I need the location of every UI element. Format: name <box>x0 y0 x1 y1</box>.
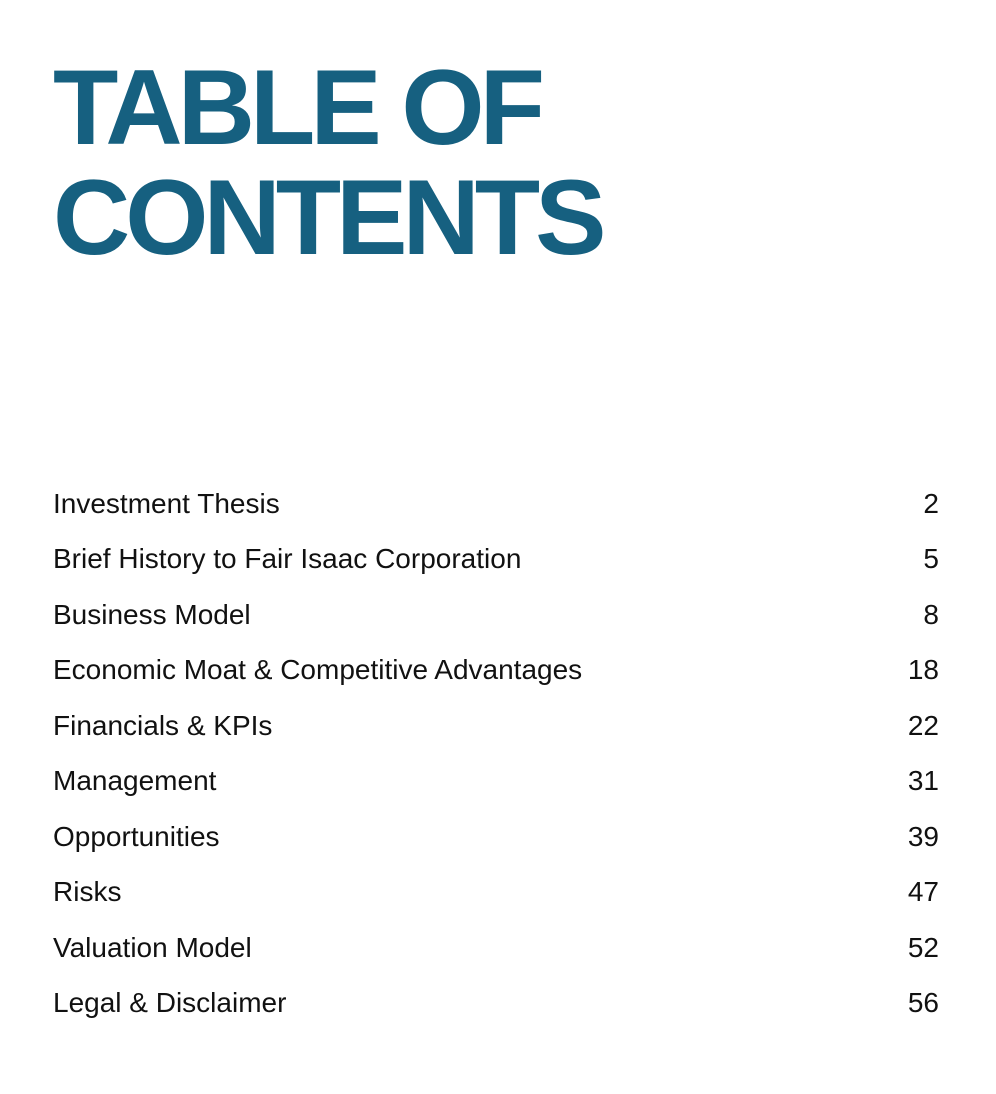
toc-entry-page-number: 2 <box>923 487 939 519</box>
toc-entry[interactable] <box>53 587 939 643</box>
toc-entry[interactable] <box>53 532 939 588</box>
toc-entry-title: Valuation Model <box>53 931 252 963</box>
toc-entry-title: Management <box>53 765 217 797</box>
toc-entry-title: Financials & KPIs <box>53 709 273 741</box>
toc-entry-page-number: 56 <box>907 987 939 1019</box>
toc-entry-page-number: 5 <box>923 543 939 575</box>
toc-entry[interactable] <box>53 476 939 532</box>
toc-entry-page-number: 39 <box>907 820 939 852</box>
toc-entry[interactable] <box>53 643 939 699</box>
toc-entry[interactable] <box>53 976 939 1032</box>
toc-entry[interactable] <box>53 809 939 865</box>
toc-entry[interactable] <box>53 698 939 754</box>
toc-entry-page-number: 31 <box>907 765 939 797</box>
toc-entry-title: Economic Moat & Competitive Advantages <box>53 654 583 686</box>
toc-entry-title: Legal & Disclaimer <box>53 987 287 1019</box>
toc-entry-page-number: 52 <box>907 931 939 963</box>
toc-entry[interactable] <box>53 920 939 976</box>
toc-entry[interactable] <box>53 865 939 921</box>
toc-entry-title: Risks <box>53 876 122 908</box>
page-title <box>53 47 602 277</box>
toc-entry-page-number: 22 <box>907 709 939 741</box>
toc-entry-title: Brief History to Fair Isaac Corporation <box>53 543 522 575</box>
toc-entry-page-number: 47 <box>907 876 939 908</box>
toc-entry-title: Business Model <box>53 598 251 630</box>
toc-entry-page-number: 18 <box>907 654 939 686</box>
page-title-line-2: CONTENTS <box>53 157 602 277</box>
toc-entry-title: Opportunities <box>53 820 220 852</box>
toc-list <box>53 476 939 1031</box>
toc-entry-page-number: 8 <box>923 598 939 630</box>
toc-entry[interactable] <box>53 754 939 810</box>
page-title-line-1: TABLE OF <box>53 47 541 167</box>
toc-entry-title: Investment Thesis <box>53 487 280 519</box>
